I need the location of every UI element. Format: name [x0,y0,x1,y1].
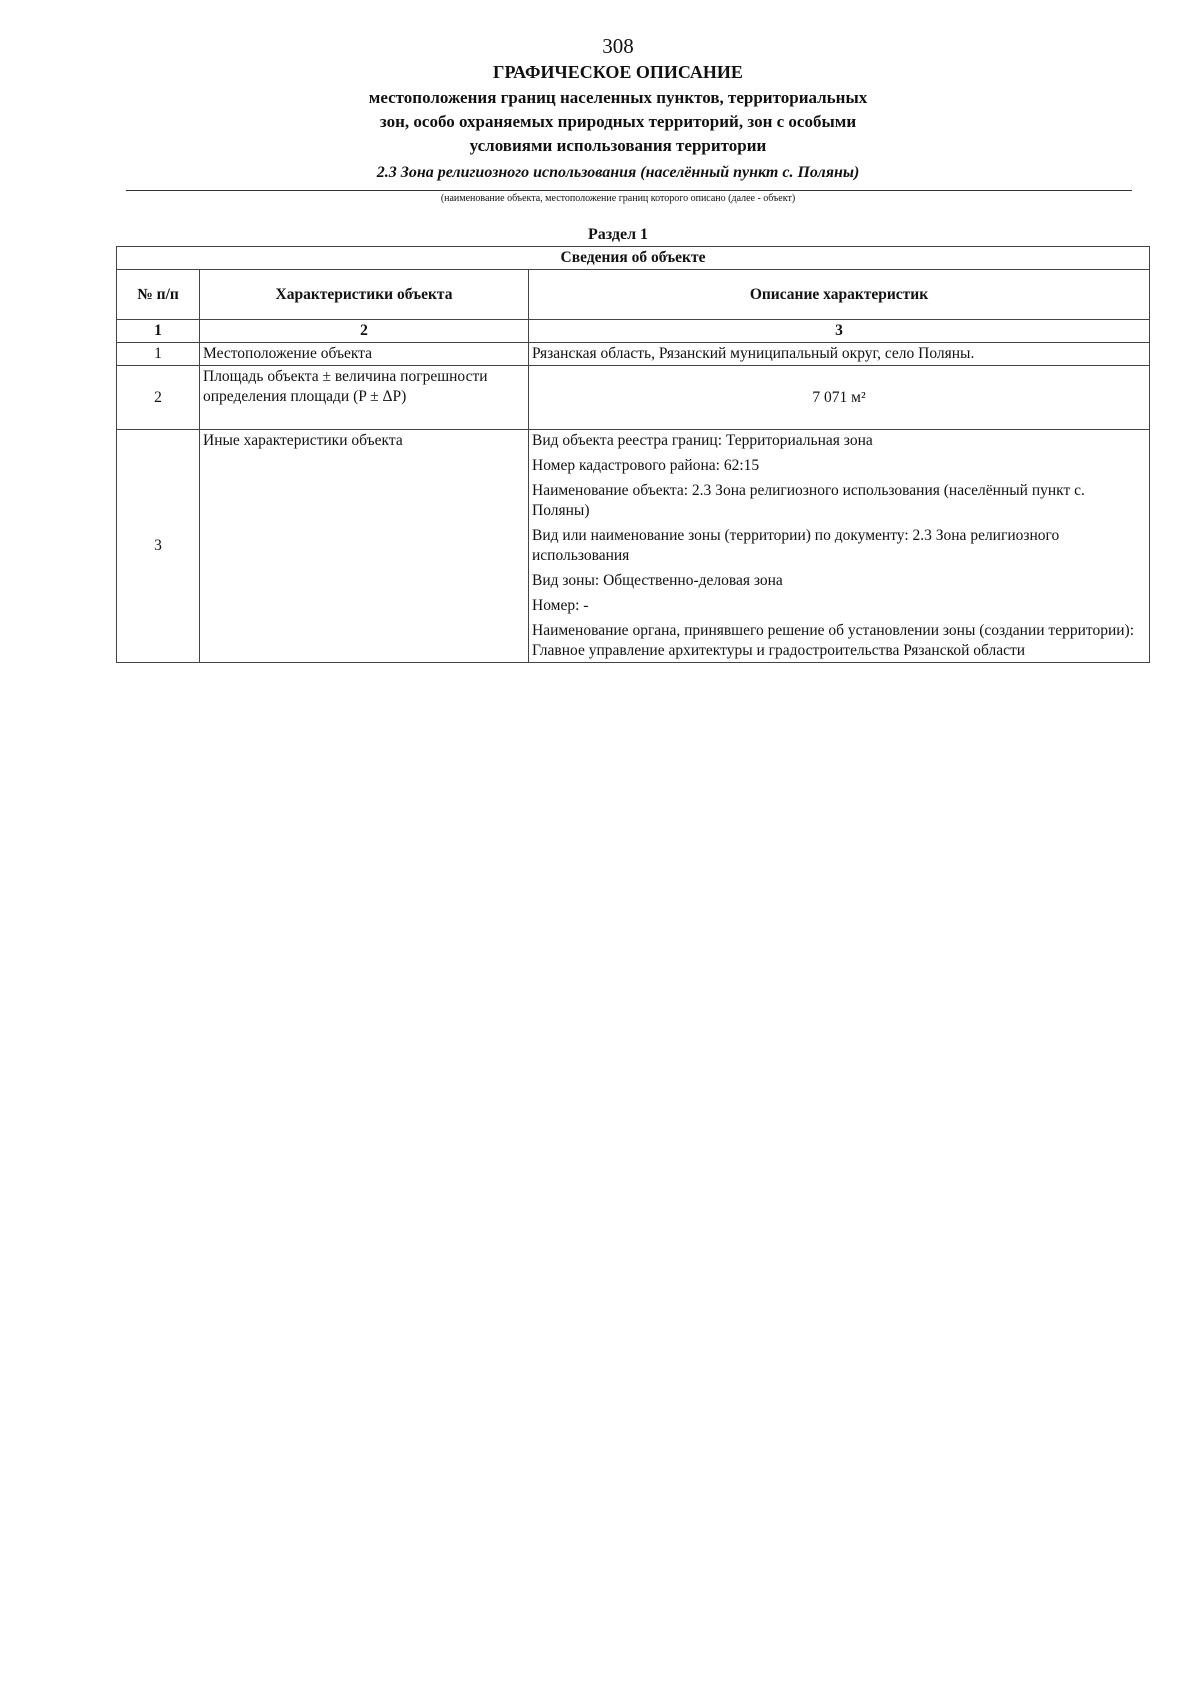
subtitle-line: условиями использования территории [469,136,767,155]
section-title: Раздел 1 [587,226,649,243]
characteristic-line: Вид или наименование зоны (территории) по документу: 2.3 Зона религиозного использования [532,527,1060,564]
characteristic-line: Номер: - [532,597,589,614]
characteristic-line: Наименование органа, принявшего решение об установлении зоны (создании территории): Главное управление архитектуры и градостроительства Рязанской области [532,622,1135,659]
row-characteristic: Площадь объекта ± величина погрешности определения площади (P ± ΔP) [200,366,529,430]
row-description-list [529,430,1150,663]
object-name: 2.3 Зона религиозного использования (населённый пункт с. Поляны) [376,164,860,181]
row-number: 1 [117,343,200,366]
characteristic-line: Вид объекта реестра границ: Территориальная зона [532,432,873,449]
table-row [117,366,1150,430]
header-num: № п/п [117,270,200,320]
characteristic-line: Наименование объекта: 2.3 Зона религиозного использования (населённый пункт с. Поляны) [532,482,1085,519]
row-number: 3 [117,430,200,663]
row-characteristic: Местоположение объекта [200,343,529,366]
header-description: Описание характеристик [529,270,1150,320]
table-title-row [117,247,1150,270]
row-description: Рязанская область, Рязанский муниципальный округ, село Поляны. [529,343,1150,366]
header-number-1: 1 [117,320,200,343]
object-caption: (наименование объекта, местоположение границ которого описано (далее - объект) [440,193,796,204]
page-number: 308 [602,34,634,58]
row-description: 7 071 м² [529,366,1150,430]
row-number: 2 [117,366,200,430]
subtitle-line: местоположения границ населенных пунктов, территориальных [368,88,868,107]
object-info-table [116,246,1150,663]
table-title: Сведения об объекте [117,247,1150,270]
header-number-3: 3 [529,320,1150,343]
subtitle-line: зон, особо охраняемых природных территорий, зон с особыми [379,112,857,131]
table-row [117,343,1150,366]
document-subtitle [118,86,1118,158]
document-title: ГРАФИЧЕСКОЕ ОПИСАНИЕ [493,62,743,82]
table-header-row [117,270,1150,320]
table-header-numbers-row [117,320,1150,343]
table-row [117,430,1150,663]
characteristic-line: Номер кадастрового района: 62:15 [532,457,760,474]
row-characteristic: Иные характеристики объекта [200,430,529,663]
underline-rule [126,190,1132,191]
header-number-2: 2 [200,320,529,343]
characteristic-line: Вид зоны: Общественно-деловая зона [532,572,783,589]
header-characteristic: Характеристики объекта [200,270,529,320]
